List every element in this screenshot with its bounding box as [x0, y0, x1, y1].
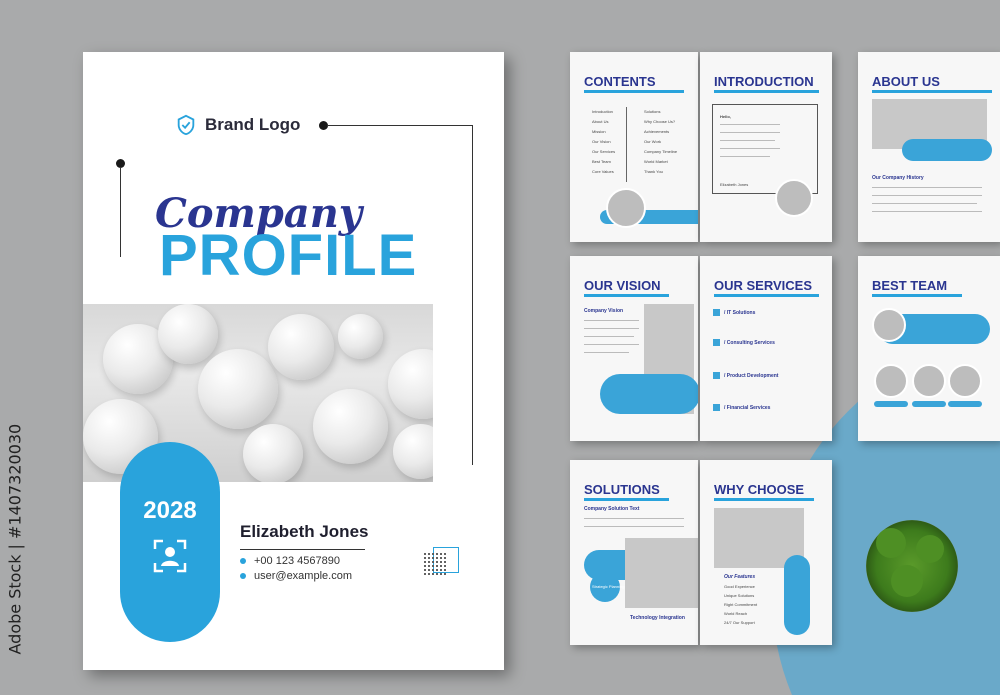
text-line — [720, 156, 770, 157]
page-services — [700, 256, 832, 441]
page-solutions — [570, 460, 698, 645]
feature-item: Unique Solutions — [724, 593, 755, 598]
contents-item: Our Vision — [592, 139, 611, 144]
bullet-icon — [240, 573, 246, 579]
brand — [175, 114, 300, 136]
contents-item: Company Timeline — [644, 149, 678, 154]
why-title: WHY CHOOSE — [714, 482, 805, 497]
vision-title: OUR VISION — [584, 278, 661, 293]
decor-line — [472, 125, 473, 465]
contents-item: Introduction — [592, 109, 613, 114]
text-line — [584, 526, 684, 527]
text-line — [584, 518, 684, 519]
sphere — [393, 424, 433, 479]
service-icon — [713, 372, 720, 379]
email-text: user@example.com — [254, 570, 352, 582]
feature-item: 24/7 Our Support — [724, 620, 755, 625]
sphere — [388, 349, 433, 419]
title-bar — [584, 90, 684, 93]
text-line — [872, 195, 982, 196]
title-script: Company — [155, 190, 363, 237]
name-pill — [874, 401, 908, 407]
title-main: PROFILE — [159, 223, 418, 288]
page-about — [858, 52, 1000, 242]
contact-phone — [240, 555, 340, 567]
text-line — [872, 211, 982, 212]
sphere — [268, 314, 334, 380]
contents-item: About Us — [592, 119, 609, 124]
about-title: ABOUT US — [872, 74, 940, 89]
title-bar — [714, 90, 819, 93]
service-item: / IT Solutions — [724, 310, 756, 316]
team-title: BEST TEAM — [872, 278, 948, 293]
solutions-title: SOLUTIONS — [584, 482, 660, 497]
stock-watermark: Adobe Stock | #1407320030 — [5, 423, 25, 655]
service-icon — [713, 339, 720, 346]
vision-subtitle: Company Vision — [584, 308, 624, 314]
leaf — [916, 535, 944, 563]
decor-line — [327, 125, 473, 126]
team-photo — [874, 364, 908, 398]
feature-item: Good Experience — [724, 584, 755, 589]
feature-item: Right Commitment — [724, 602, 758, 607]
face-scan-icon — [153, 539, 187, 573]
title-bar — [872, 90, 992, 93]
name-pill — [948, 401, 982, 407]
services-title: OUR SERVICES — [714, 278, 813, 293]
sphere — [243, 424, 303, 482]
photo-circle — [606, 188, 646, 228]
person-name: Elizabeth Jones — [240, 522, 369, 541]
decor-line — [120, 167, 121, 257]
sphere — [158, 304, 218, 364]
text-line — [584, 344, 639, 345]
solutions-subtitle: Company Solution Text — [584, 506, 640, 512]
text-line — [584, 336, 634, 337]
service-icon — [713, 404, 720, 411]
text-line — [720, 140, 775, 141]
bullet-icon — [240, 558, 246, 564]
text-line — [872, 187, 982, 188]
page-team — [858, 256, 1000, 441]
contents-item: Mission — [592, 129, 606, 134]
decor-dot-grid — [423, 552, 447, 576]
plant-decor — [866, 520, 958, 612]
leaf — [891, 565, 923, 597]
about-subtitle: Our Company History — [872, 175, 924, 181]
sphere — [338, 314, 383, 359]
photo-circle — [775, 179, 813, 217]
text-line — [720, 124, 780, 125]
page-why — [700, 460, 832, 645]
title-bar — [584, 498, 669, 501]
why-pill — [784, 555, 810, 635]
title-bar — [872, 294, 962, 297]
text-line — [584, 328, 639, 329]
quote-pill — [902, 139, 992, 161]
service-item: / Financial Services — [724, 405, 771, 411]
feature-item: World Reach — [724, 611, 748, 616]
name-underline — [240, 549, 365, 550]
service-icon — [713, 309, 720, 316]
year-text: 2028 — [143, 497, 197, 524]
brand-logo-text: Brand Logo — [205, 115, 301, 134]
contents-item: Best Team — [592, 159, 611, 164]
contents-item: Why Choose Us? — [644, 119, 676, 124]
sphere — [198, 349, 278, 429]
page-introduction — [700, 52, 832, 242]
contents-item: Core Values — [592, 169, 614, 174]
text-line — [872, 203, 977, 204]
title-bar — [714, 498, 814, 501]
cover-page — [83, 52, 504, 670]
contents-item: World Market — [644, 159, 668, 164]
service-item: / Product Development — [724, 373, 779, 379]
brand-logo-icon — [175, 114, 197, 136]
features-title: Our Features — [724, 574, 756, 580]
service-item: / Consulting Services — [724, 340, 775, 346]
name-pill — [912, 401, 946, 407]
solutions-photo — [625, 538, 698, 608]
sphere — [313, 389, 388, 464]
title-bar — [714, 294, 819, 297]
contents-title: CONTENTS — [584, 74, 656, 89]
contact-email — [240, 570, 352, 582]
team-photo — [912, 364, 946, 398]
text-line — [584, 352, 629, 353]
strategic-label: Strategic Planning — [592, 584, 625, 589]
signature-text: Elizabeth Jones — [720, 182, 749, 187]
page-vision — [570, 256, 698, 441]
hello-text: Hello, — [720, 114, 731, 119]
divider — [626, 107, 627, 182]
leaf — [876, 528, 906, 558]
phone-text: +00 123 4567890 — [254, 555, 340, 567]
introduction-title: INTRODUCTION — [714, 74, 814, 89]
title-bar — [584, 294, 669, 297]
contents-item: Solutions — [644, 109, 661, 114]
text-line — [720, 132, 780, 133]
contents-item: Achievements — [644, 129, 670, 134]
text-line — [584, 320, 639, 321]
team-photo — [948, 364, 982, 398]
tech-label: Technology Integration — [630, 615, 685, 621]
contents-item: Our Work — [644, 139, 662, 144]
team-photo — [872, 308, 906, 342]
year-pill — [120, 442, 220, 642]
quote-pill — [600, 374, 698, 414]
contents-item: Our Services — [592, 149, 616, 154]
contents-item: Thank You — [644, 169, 663, 174]
page-contents — [570, 52, 698, 242]
text-line — [720, 148, 780, 149]
